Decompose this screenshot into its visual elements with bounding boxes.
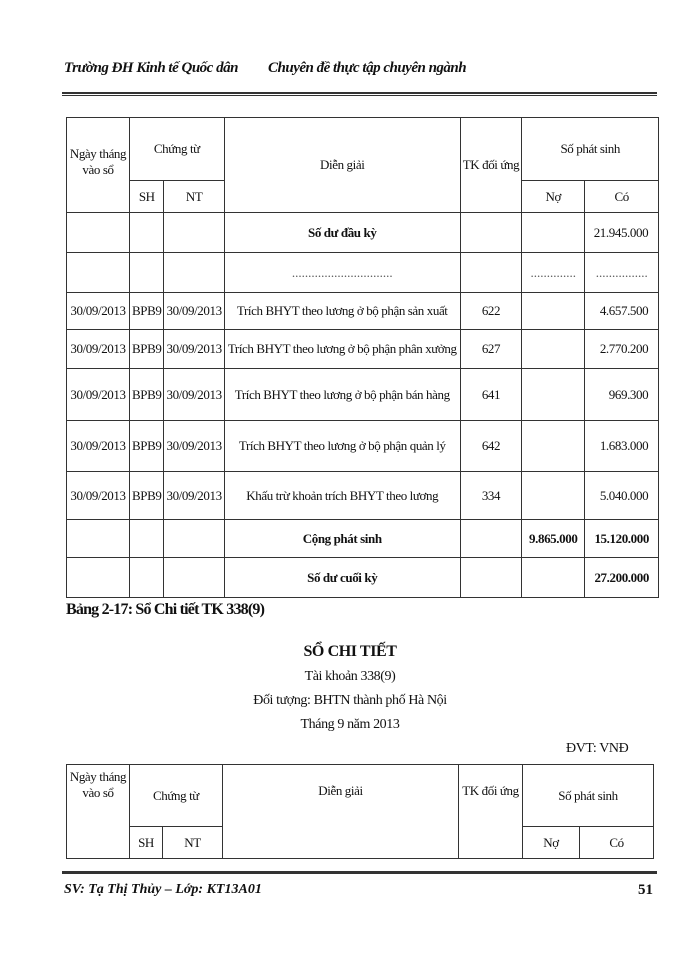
col-date: Ngày tháng vào sổ: [67, 765, 130, 859]
table-caption: Bảng 2-17: Sổ Chi tiết TK 338(9): [66, 601, 265, 618]
ellipsis-desc: ...............................: [224, 253, 460, 293]
row-debit: [522, 330, 585, 369]
row-desc: Trích BHYT theo lương ở bộ phận quản lý: [224, 421, 460, 472]
row-debit: [522, 369, 585, 421]
row-desc: Khấu trừ khoản trích BHYT theo lương: [224, 472, 460, 520]
total-row: [67, 520, 659, 558]
row-desc: Trích BHYT theo lương ở bộ phận phân xưởng: [224, 330, 460, 369]
row-desc: Trích BHYT theo lương ở bộ phận bán hàng: [224, 369, 460, 421]
row-account: 641: [460, 369, 522, 421]
col-desc: Diễn giải: [223, 765, 459, 859]
col-account: TK đối ứng: [460, 118, 522, 213]
row-date: 30/09/2013: [67, 421, 130, 472]
row-credit: 4.657.500: [585, 293, 659, 330]
col-sh: SH: [130, 827, 163, 859]
header-school: Trường ĐH Kinh tế Quốc dân: [64, 60, 238, 76]
opening-credit: 21.945.000: [585, 213, 659, 253]
row-nt: 30/09/2013: [164, 369, 224, 421]
row-sh: BPB9: [130, 293, 164, 330]
row-sh: BPB9: [130, 369, 164, 421]
total-credit: 15.120.000: [585, 520, 659, 558]
row-date: 30/09/2013: [67, 369, 130, 421]
row-credit: 5.040.000: [585, 472, 659, 520]
closing-label: Số dư cuối kỳ: [224, 558, 460, 598]
table-row: [67, 330, 659, 369]
row-sh: BPB9: [130, 472, 164, 520]
row-sh: BPB9: [130, 330, 164, 369]
table-row: [67, 472, 659, 520]
row-sh: BPB9: [130, 421, 164, 472]
ledger-table-1: [66, 117, 659, 598]
col-voucher: Chứng từ: [130, 118, 225, 181]
row-desc: Trích BHYT theo lương ở bộ phận sản xuất: [224, 293, 460, 330]
row-credit: 969.300: [585, 369, 659, 421]
col-amount: Số phát sinh: [522, 118, 659, 181]
row-account: 334: [460, 472, 522, 520]
row-date: 30/09/2013: [67, 293, 130, 330]
opening-row: [67, 213, 659, 253]
header-divider: [62, 92, 657, 96]
row-nt: 30/09/2013: [164, 421, 224, 472]
row-account: 627: [460, 330, 522, 369]
row-nt: 30/09/2013: [164, 472, 224, 520]
ledger-table-2: [66, 764, 654, 859]
col-desc: Diễn giải: [224, 118, 460, 213]
footer-student: SV: Tạ Thị Thủy – Lớp: KT13A01: [64, 882, 262, 897]
col-nt: NT: [163, 827, 223, 859]
page-number: 51: [638, 882, 653, 898]
col-account: TK đối ứng: [459, 765, 523, 859]
col-date: Ngày tháng vào sổ: [67, 118, 130, 213]
row-nt: 30/09/2013: [164, 330, 224, 369]
table-row: [67, 421, 659, 472]
row-date: 30/09/2013: [67, 330, 130, 369]
ledger-account: Tài khoản 338(9): [304, 669, 396, 684]
total-debit: 9.865.000: [522, 520, 585, 558]
col-nt: NT: [164, 181, 224, 213]
table-row: [67, 369, 659, 421]
col-debit: Nợ: [523, 827, 580, 859]
row-credit: 1.683.000: [585, 421, 659, 472]
col-credit: Có: [585, 181, 659, 213]
row-nt: 30/09/2013: [164, 293, 224, 330]
row-date: 30/09/2013: [67, 472, 130, 520]
col-sh: SH: [130, 181, 164, 213]
row-account: 622: [460, 293, 522, 330]
ellipsis-credit: ................: [585, 253, 659, 293]
row-credit: 2.770.200: [585, 330, 659, 369]
col-voucher: Chứng từ: [130, 765, 223, 827]
header-title: Chuyên đề thực tập chuyên ngành: [268, 60, 467, 76]
closing-credit: 27.200.000: [585, 558, 659, 598]
ledger-subject: Đối tượng: BHTN thành phố Hà Nội: [253, 693, 447, 708]
row-account: 642: [460, 421, 522, 472]
row-debit: [522, 293, 585, 330]
col-debit: Nợ: [522, 181, 585, 213]
unit-label: ĐVT: VNĐ: [566, 741, 629, 756]
opening-label: Số dư đầu kỳ: [224, 213, 460, 253]
row-debit: [522, 421, 585, 472]
col-amount: Số phát sinh: [523, 765, 654, 827]
ellipsis-debit: ..............: [522, 253, 585, 293]
row-debit: [522, 472, 585, 520]
ledger-period: Tháng 9 năm 2013: [300, 717, 400, 732]
col-credit: Có: [580, 827, 654, 859]
total-label: Cộng phát sinh: [224, 520, 460, 558]
closing-row: [67, 558, 659, 598]
table-row: [67, 293, 659, 330]
ledger-title: SỔ CHI TIẾT: [303, 643, 397, 660]
footer-divider: [62, 871, 657, 875]
ellipsis-row: [67, 253, 659, 293]
